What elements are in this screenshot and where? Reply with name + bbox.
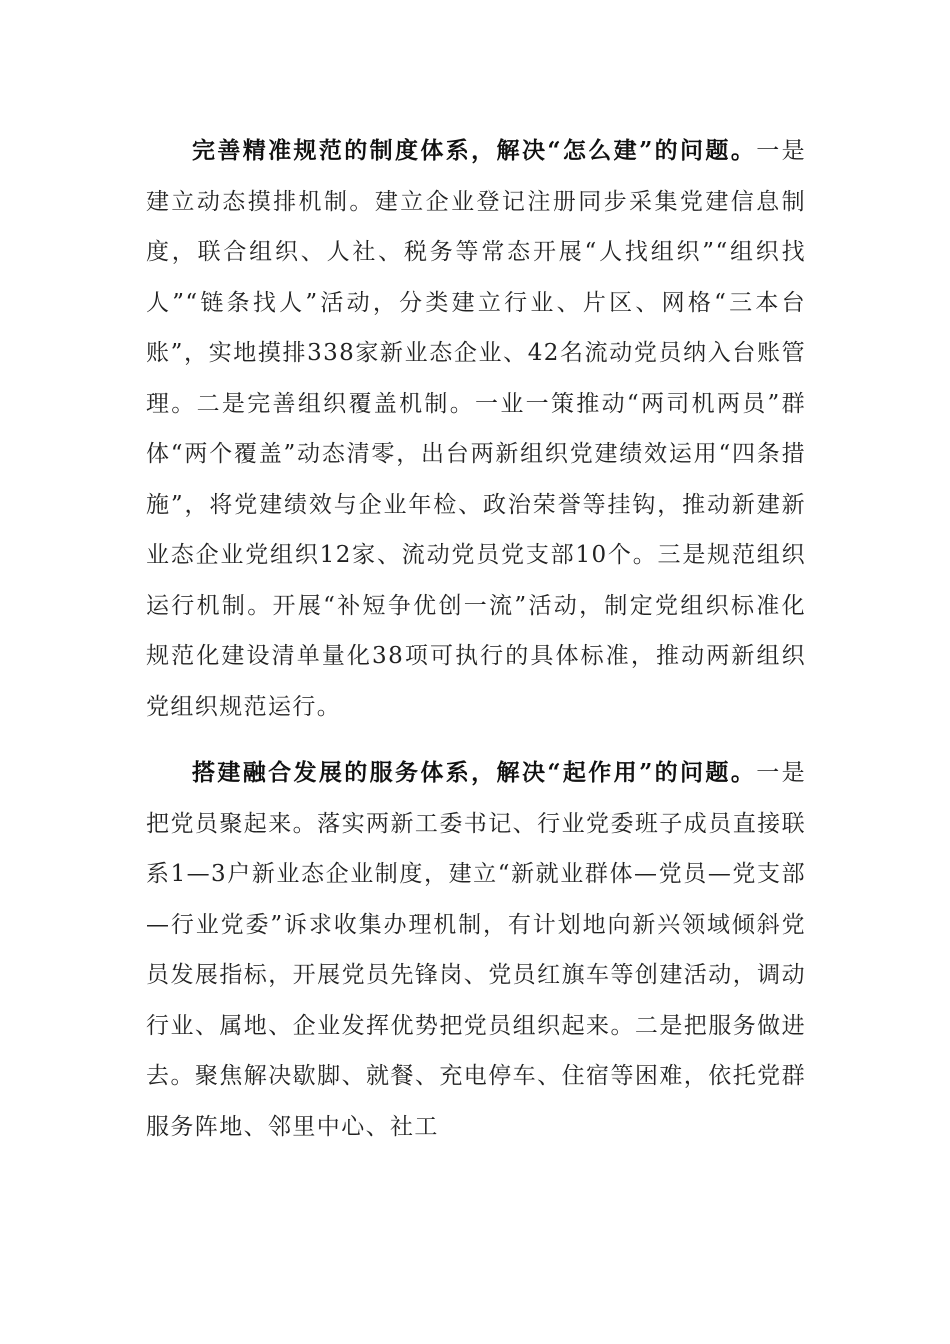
paragraph-text: 一是建立动态摸排机制。建立企业登记注册同步采集党建信息制度，联合组织、人社、税务等常态开展“人找组织”“组织找人”“链条找人”活动，分类建立行业、片区、网格“三本台账”，实地摸排338家新业态企业、42名流动党员纳入台账管理。二是完善组织覆盖机制。一业一策推动“两司机两员”群体“两个覆盖”动态清零，出台两新组织党建绩效运用“四条措施”，将党建绩效与企业年检、政治荣誉等挂钩，推动新建新业态企业党组织12家、流动党员党支部10个。三是规范组织运行机制。开展“补短争优创一流”活动，制定党组织标准化规范化建设清单量化38项可执行的具体标准，推动两新组织党组织规范运行。	[146, 138, 806, 720]
paragraph-heading: 搭建融合发展的服务体系，解决“起作用”的问题。	[192, 759, 757, 786]
document-body	[146, 126, 806, 1152]
paragraph-institution-system	[146, 126, 806, 732]
paragraph-text: 一是把党员聚起来。落实两新工委书记、行业党委班子成员直接联系1—3户新业态企业制度，建立“新就业群体—党员—党支部—行业党委”诉求收集办理机制，有计划地向新兴领域倾斜党员发展指标，开展党员先锋岗、党员红旗车等创建活动，调动行业、属地、企业发挥优势把党员组织起来。二是把服务做进去。聚焦解决歇脚、就餐、充电停车、住宿等困难，依托党群服务阵地、邻里中心、社工	[146, 760, 806, 1140]
paragraph-heading: 完善精准规范的制度体系，解决“怎么建”的问题。	[192, 137, 757, 164]
paragraph-service-system	[146, 748, 806, 1152]
